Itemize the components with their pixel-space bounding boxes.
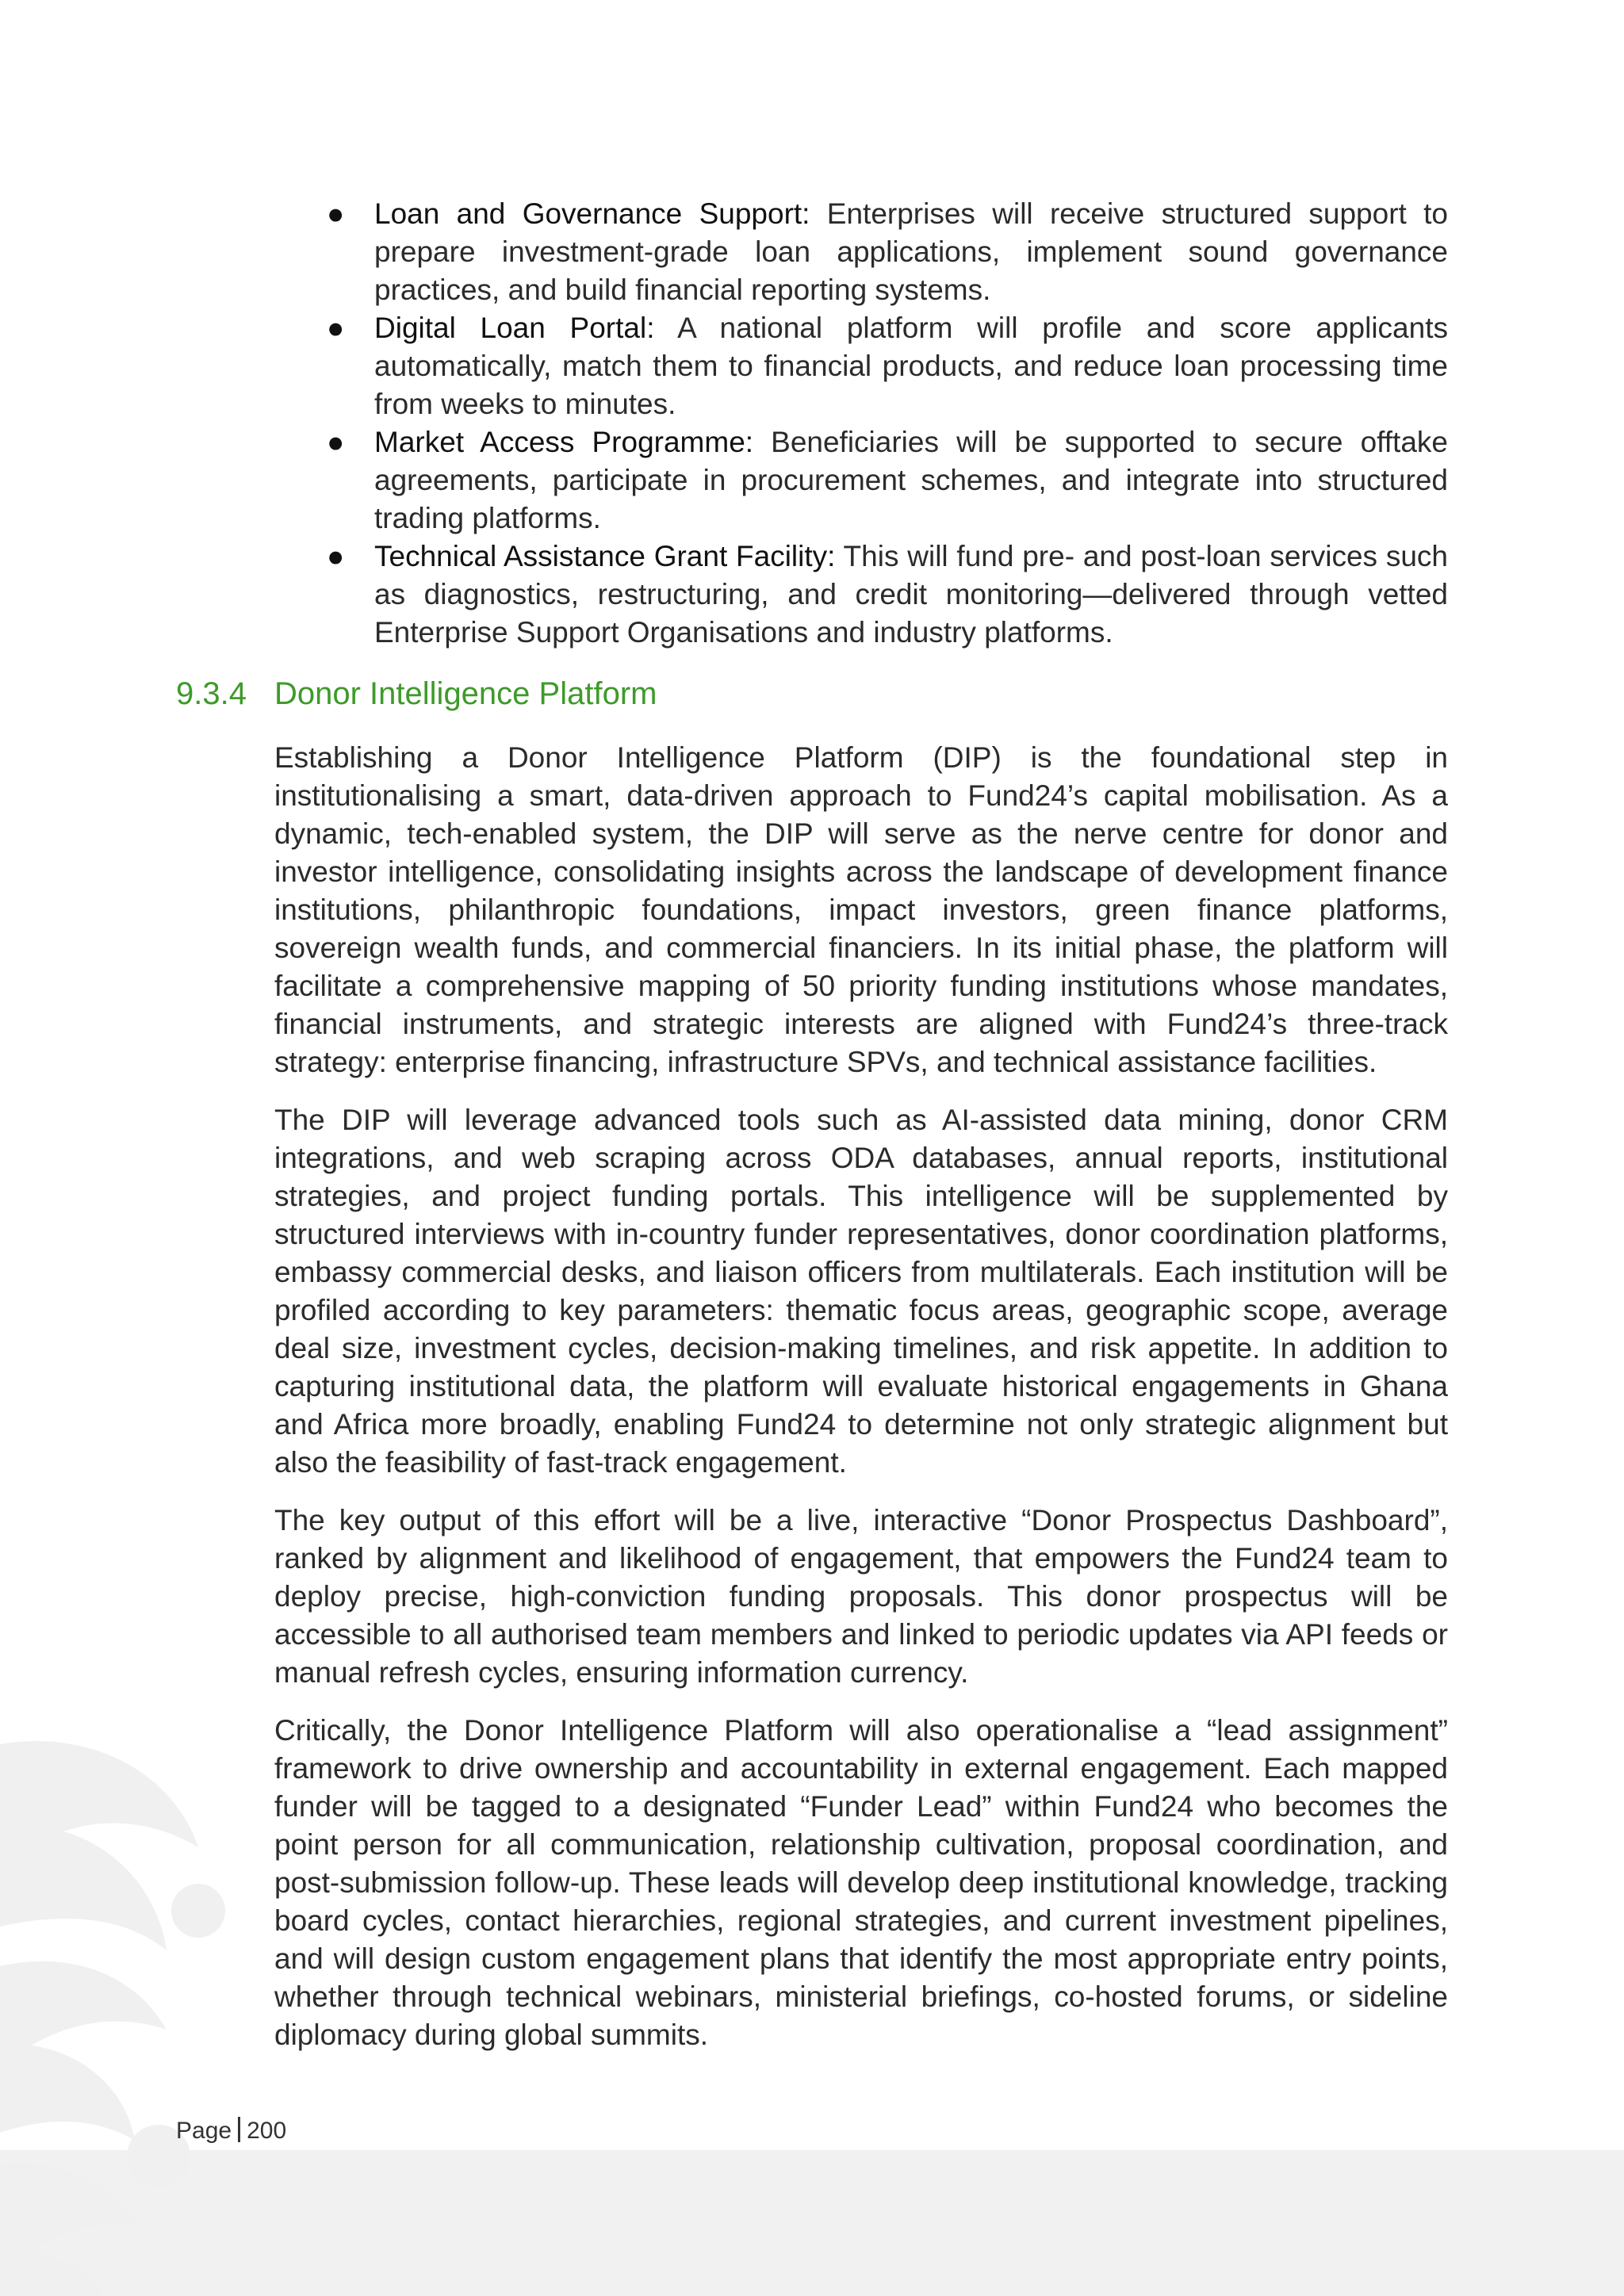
- list-item: [317, 423, 1448, 538]
- page-label: Page: [176, 2118, 232, 2144]
- list-item: [317, 195, 1448, 309]
- bullet-text: Enterprises will receive structured support to prepare investment-grade loan applications, implement sound governance practices, and build financial reporting systems.: [374, 197, 1448, 306]
- section-title: Donor Intelligence Platform: [274, 676, 657, 711]
- section-number: 9.3.4: [176, 676, 247, 711]
- bullet-text: A national platform will profile and score applicants automatically, match them to financial products, and reduce loan processing time from weeks to minutes.: [374, 312, 1448, 420]
- bullet-text: This will fund pre- and post-loan services such as diagnostics, restructuring, and credit monitoring—delivered through vetted Enterprise Support Organisations and industry platforms.: [374, 540, 1448, 649]
- page-number: 200: [247, 2118, 287, 2144]
- page-footer: [176, 2115, 286, 2147]
- list-item: [317, 538, 1448, 652]
- bullet-text: Beneficiaries will be supported to secure offtake agreements, participate in procurement schemes, and integrate into structured trading platforms.: [374, 426, 1448, 534]
- section-heading: [176, 674, 1445, 714]
- decorative-watermark: [0, 1712, 301, 2296]
- bullet-icon: ●: [327, 540, 345, 572]
- list-item: [317, 309, 1448, 423]
- footer-separator: [238, 2117, 240, 2142]
- bullet-list: [317, 195, 1448, 652]
- bullet-label: Technical Assistance Grant Facility:: [374, 540, 836, 572]
- paragraph: The DIP will leverage advanced tools such as AI-assisted data mining, donor CRM integrations, and web scraping across ODA databases, annual reports, institutional strategies, and project funding portals. This intelligence will be supplemented by structured interviews with in-country funder representatives, donor coordination platforms, embassy commercial desks, and liaison officers from multilaterals. Each institution will be profiled according to key parameters: thematic focus areas, geographic scope, average deal size, investment cycles, decision-making timelines, and risk appetite. In addition to capturing institutional data, the platform will evaluate historical engagements in Ghana and Africa more broadly, enabling Fund24 to determine not only strategic alignment but also the feasibility of fast-track engagement.: [274, 1104, 1448, 1479]
- section-body: [274, 739, 1448, 2074]
- bullet-icon: ●: [327, 426, 345, 458]
- paragraph: Establishing a Donor Intelligence Platform (DIP) is the foundational step in institutionalising a smart, data-driven approach to Fund24’s capital mobilisation. As a dynamic, tech-enabled system, the DIP will serve as the nerve centre for donor and investor intelligence, consolidating insights across the landscape of development finance institutions, philanthropic foundations, impact investors, green finance platforms, sovereign wealth funds, and commercial financiers. In its initial phase, the platform will facilitate a comprehensive mapping of 50 priority funding institutions whose mandates, financial instruments, and strategic interests are aligned with Fund24’s three-track strategy: enterprise financing, infrastructure SPVs, and technical assistance facilities.: [274, 741, 1448, 1078]
- bullet-icon: ●: [327, 312, 345, 344]
- bullet-icon: ●: [327, 197, 345, 230]
- paragraph: The key output of this effort will be a live, interactive “Donor Prospectus Dashboard”, ranked by alignment and likelihood of engagement, that empowers the Fund24 team to deploy precise, high-conviction funding proposals. This donor prospectus will be accessible to all authorised team members and linked to periodic updates via API feeds or manual refresh cycles, ensuring information currency.: [274, 1504, 1448, 1689]
- bullet-label: Loan and Governance Support:: [374, 197, 810, 230]
- bullet-label: Digital Loan Portal:: [374, 312, 655, 344]
- bullet-label: Market Access Programme:: [374, 426, 754, 458]
- paragraph: Critically, the Donor Intelligence Platform will also operationalise a “lead assignment” framework to drive ownership and accountability in external engagement. Each mapped funder will be tagged to a designated “Funder Lead” within Fund24 who becomes the point person for all communication, relationship cultivation, proposal coordination, and post-submission follow-up. These leads will develop deep institutional knowledge, tracking board cycles, contact hierarchies, regional strategies, and current investment pipelines, and will design custom engagement plans that identify the most appropriate entry points, whether through technical webinars, ministerial briefings, co-hosted forums, or sideline diplomacy during global summits.: [274, 1714, 1448, 2051]
